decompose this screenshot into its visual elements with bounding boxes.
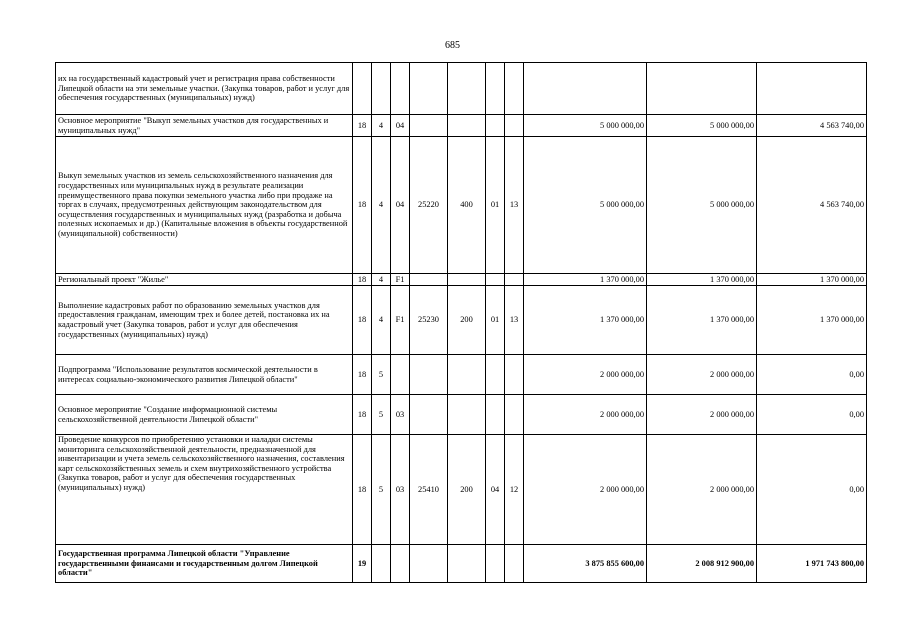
row-code-2: 4 bbox=[372, 137, 391, 274]
row-code-3: F1 bbox=[391, 286, 410, 355]
row-code-7 bbox=[505, 274, 524, 286]
row-amount-1: 3 875 855 600,00 bbox=[524, 545, 647, 583]
row-code-4 bbox=[410, 274, 448, 286]
row-amount-2: 2 000 000,00 bbox=[647, 435, 757, 545]
row-code-3: 04 bbox=[391, 115, 410, 137]
row-description: Проведение конкурсов по приобретению установки и наладки системы мониторинга сельскохозяйственной деятельности, предназначенной для инвентаризации и учета земель сельскохозяйственного назначения, составления карт сельскохозяйственных земель и схем внутрихозяйственного устройства (Закупка товаров, работ и услуг для обеспечения государственных (муниципальных) нужд) bbox=[56, 435, 353, 545]
row-amount-1: 5 000 000,00 bbox=[524, 137, 647, 274]
row-description: Подпрограмма "Использование результатов космической деятельности в интересах социально-экономического развития Липецкой области" bbox=[56, 355, 353, 395]
row-code-7 bbox=[505, 545, 524, 583]
row-code-7: 13 bbox=[505, 137, 524, 274]
row-code-5: 400 bbox=[448, 137, 486, 274]
row-code-6 bbox=[486, 63, 505, 115]
row-code-1 bbox=[353, 63, 372, 115]
row-code-6 bbox=[486, 115, 505, 137]
row-amount-1: 1 370 000,00 bbox=[524, 274, 647, 286]
row-code-3 bbox=[391, 355, 410, 395]
row-code-5: 200 bbox=[448, 286, 486, 355]
row-amount-2: 2 008 912 900,00 bbox=[647, 545, 757, 583]
row-code-1: 18 bbox=[353, 435, 372, 545]
table-row bbox=[56, 137, 867, 274]
row-amount-3: 0,00 bbox=[757, 435, 867, 545]
row-code-1: 18 bbox=[353, 115, 372, 137]
row-code-2 bbox=[372, 63, 391, 115]
row-amount-1: 5 000 000,00 bbox=[524, 115, 647, 137]
row-code-7: 13 bbox=[505, 286, 524, 355]
table-row bbox=[56, 63, 867, 115]
row-code-7: 12 bbox=[505, 435, 524, 545]
table-row bbox=[56, 355, 867, 395]
row-amount-1: 2 000 000,00 bbox=[524, 395, 647, 435]
row-code-2: 4 bbox=[372, 115, 391, 137]
row-description: Региональный проект "Жилье" bbox=[56, 274, 353, 286]
row-amount-3: 1 971 743 800,00 bbox=[757, 545, 867, 583]
row-code-5 bbox=[448, 63, 486, 115]
row-code-4 bbox=[410, 545, 448, 583]
row-amount-3: 4 563 740,00 bbox=[757, 115, 867, 137]
table-row bbox=[56, 435, 867, 545]
row-code-2: 5 bbox=[372, 435, 391, 545]
row-code-1: 18 bbox=[353, 286, 372, 355]
row-amount-1: 1 370 000,00 bbox=[524, 286, 647, 355]
row-amount-1 bbox=[524, 63, 647, 115]
row-amount-3: 0,00 bbox=[757, 355, 867, 395]
row-description: их на государственный кадастровый учет и регистрация права собственности Липецкой области на эти земельные участки. (Закупка товаров, работ и услуг для обеспечения государственных (муниципальных) нужд) bbox=[56, 63, 353, 115]
row-code-1: 19 bbox=[353, 545, 372, 583]
row-code-7 bbox=[505, 395, 524, 435]
row-code-5 bbox=[448, 395, 486, 435]
row-amount-3: 1 370 000,00 bbox=[757, 286, 867, 355]
row-amount-2: 5 000 000,00 bbox=[647, 137, 757, 274]
table-row bbox=[56, 545, 867, 583]
row-amount-2: 2 000 000,00 bbox=[647, 355, 757, 395]
row-code-5 bbox=[448, 355, 486, 395]
row-code-4: 25410 bbox=[410, 435, 448, 545]
row-amount-3: 1 370 000,00 bbox=[757, 274, 867, 286]
row-code-6 bbox=[486, 355, 505, 395]
row-code-4 bbox=[410, 63, 448, 115]
row-code-6: 01 bbox=[486, 137, 505, 274]
row-code-3: 03 bbox=[391, 395, 410, 435]
row-code-7 bbox=[505, 355, 524, 395]
row-amount-3: 0,00 bbox=[757, 395, 867, 435]
row-code-6: 01 bbox=[486, 286, 505, 355]
row-amount-2 bbox=[647, 63, 757, 115]
row-description: Выполнение кадастровых работ по образованию земельных участков для предоставления гражданам, имеющим трех и более детей, постановка их на кадастровый учет (Закупка товаров, работ и услуг для обеспечения государственных (муниципальных) нужд) bbox=[56, 286, 353, 355]
row-code-2: 4 bbox=[372, 274, 391, 286]
row-amount-2: 1 370 000,00 bbox=[647, 286, 757, 355]
row-code-6 bbox=[486, 545, 505, 583]
row-code-1: 18 bbox=[353, 274, 372, 286]
row-description: Основное мероприятие "Выкуп земельных участков для государственных и муниципальных нужд" bbox=[56, 115, 353, 137]
row-code-3 bbox=[391, 545, 410, 583]
row-code-3: F1 bbox=[391, 274, 410, 286]
row-amount-2: 2 000 000,00 bbox=[647, 395, 757, 435]
row-code-2: 5 bbox=[372, 355, 391, 395]
row-code-2 bbox=[372, 545, 391, 583]
row-code-2: 5 bbox=[372, 395, 391, 435]
row-description: Основное мероприятие "Создание информационной системы сельскохозяйственной деятельности Липецкой области" bbox=[56, 395, 353, 435]
row-code-4 bbox=[410, 115, 448, 137]
row-code-6 bbox=[486, 395, 505, 435]
row-code-3: 03 bbox=[391, 435, 410, 545]
row-code-7 bbox=[505, 63, 524, 115]
row-code-1: 18 bbox=[353, 355, 372, 395]
row-code-4 bbox=[410, 355, 448, 395]
row-code-2: 4 bbox=[372, 286, 391, 355]
row-code-4: 25230 bbox=[410, 286, 448, 355]
row-amount-3 bbox=[757, 63, 867, 115]
row-code-1: 18 bbox=[353, 395, 372, 435]
row-code-6 bbox=[486, 274, 505, 286]
row-amount-2: 5 000 000,00 bbox=[647, 115, 757, 137]
row-code-1: 18 bbox=[353, 137, 372, 274]
row-code-5 bbox=[448, 115, 486, 137]
row-code-3 bbox=[391, 63, 410, 115]
row-code-3: 04 bbox=[391, 137, 410, 274]
row-description: Выкуп земельных участков из земель сельскохозяйственного назначения для государственных или муниципальных нужд в результате реализации преимущественного права покупки земельного участка либо при продаже на торгах в случаях, предусмотренных действующим законодательством для осуществления государственных и муниципальных нужд (разработка и добыча полезных ископаемых и др.) (Капитальные вложения в объекты государственной (муниципальной) собственности) bbox=[56, 137, 353, 274]
row-amount-3: 4 563 740,00 bbox=[757, 137, 867, 274]
row-code-5: 200 bbox=[448, 435, 486, 545]
row-code-4 bbox=[410, 395, 448, 435]
row-code-5 bbox=[448, 274, 486, 286]
row-code-6: 04 bbox=[486, 435, 505, 545]
table-row bbox=[56, 286, 867, 355]
row-amount-2: 1 370 000,00 bbox=[647, 274, 757, 286]
row-amount-1: 2 000 000,00 bbox=[524, 435, 647, 545]
row-amount-1: 2 000 000,00 bbox=[524, 355, 647, 395]
row-code-5 bbox=[448, 545, 486, 583]
row-code-7 bbox=[505, 115, 524, 137]
page-number: 685 bbox=[445, 40, 460, 51]
table-row bbox=[56, 274, 867, 286]
table-row bbox=[56, 115, 867, 137]
row-code-4: 25220 bbox=[410, 137, 448, 274]
table-row bbox=[56, 395, 867, 435]
budget-table bbox=[55, 62, 867, 583]
row-description: Государственная программа Липецкой области "Управление государственными финансами и государственным долгом Липецкой области" bbox=[56, 545, 353, 583]
